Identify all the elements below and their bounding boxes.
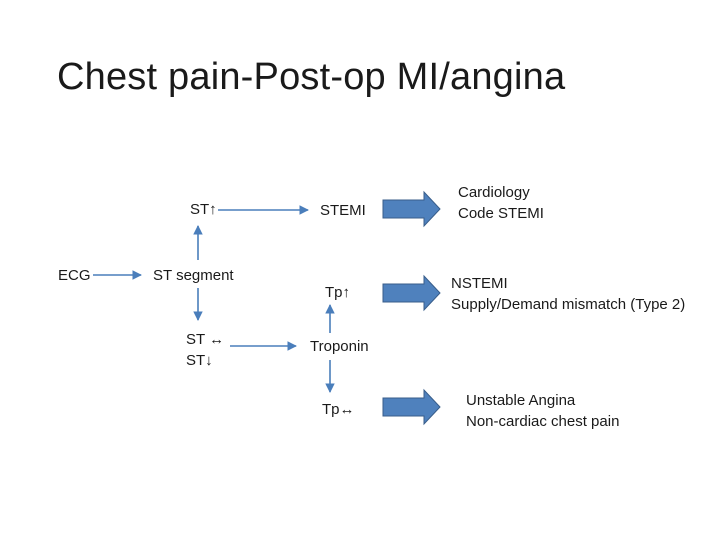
slide-title: Chest pain-Post-op MI/angina	[57, 56, 566, 98]
outcome-stemi-line2: Code STEMI	[458, 205, 544, 222]
st-segment-label: ST segment	[153, 267, 234, 284]
tp-up-label: Tp↑	[325, 284, 351, 301]
outcome-nstemi-line2: Supply/Demand mismatch (Type 2)	[451, 296, 686, 313]
outcome-ua-line1: Unstable Angina	[466, 392, 576, 409]
st-flat-label: ST ↔	[186, 331, 225, 348]
ecg-label: ECG	[58, 267, 91, 284]
tp-flat-label: Tp↔	[322, 401, 355, 418]
outcome-nstemi-line1: NSTEMI	[451, 275, 508, 292]
outcome-stemi-line1: Cardiology	[458, 184, 530, 201]
outcome-ua-line2: Non-cardiac chest pain	[466, 413, 620, 430]
st-up-label: ST↑	[190, 201, 217, 218]
block-arrow-to-stemi-outcome	[383, 192, 440, 226]
block-arrow-to-nstemi-outcome	[383, 276, 440, 310]
st-down-label: ST↓	[186, 352, 213, 369]
block-arrow-to-ua-outcome	[383, 390, 440, 424]
troponin-label: Troponin	[310, 338, 369, 355]
stemi-label: STEMI	[320, 202, 366, 219]
